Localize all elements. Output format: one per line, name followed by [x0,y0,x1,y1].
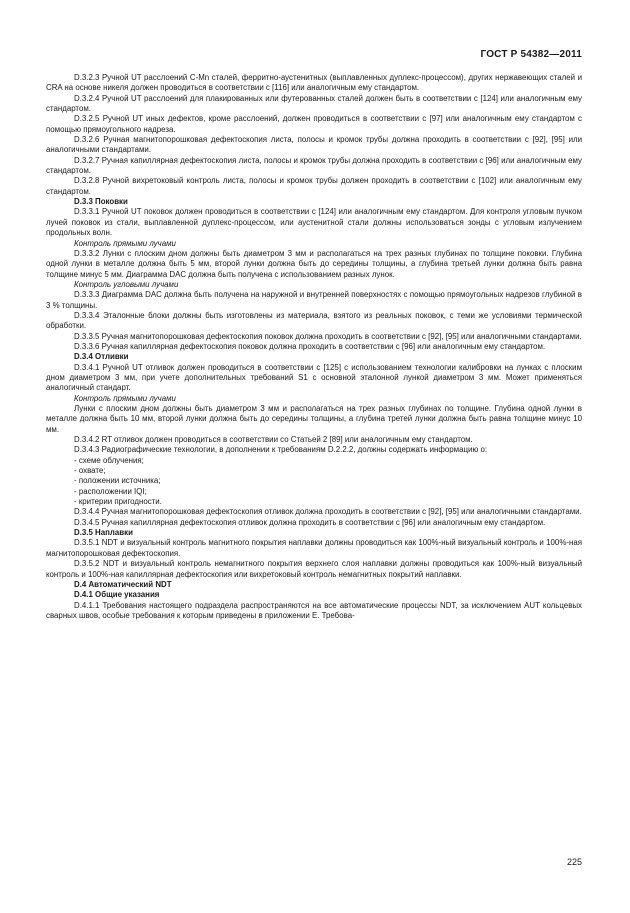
paragraph-flat-bottom-holes: Лунки с плоским дном должны быть диаметром 3 мм и располагаться на трех разных глубинах по толщине. Глубина одной лунки в металле должна быть 10 мм, второй лунки должна быть до середины толщины, а глубина третей лунки должна быть равна толщине минус 10 мм. [46,404,582,434]
paragraph-d3-2-5: D.3.2.5 Ручной UT иных дефектов, кроме расслоений, должен проводиться в соответствии с [97] или аналогичным ему стандартом с помощью прямоугольного надреза. [46,114,582,134]
heading-d3-3-forgings: D.3.3 Поковки [74,197,128,207]
paragraph-d3-3-2: D.3.3.2 Лунки с плоским дном должны быть диаметром 3 мм и располагаться на трех разных глубинах по толщине поковки. Глубина одной лунки в металле должна быть 5 мм, второй лунки должна быть до середины толщины, а глубина третьей лунки должна быть равна толщине минус 5 мм. Диаграмма DAC должна быть получена с использованием разных лунок. [46,248,582,279]
list-item: - критерии пригодности. [74,497,162,507]
paragraph-d3-4-5: D.3.4.5 Ручная капиллярная дефектоскопия отливок должна проходить в соответствии с [96] или аналогичным ему стандартом. [74,517,546,527]
paragraph-d3-4-4: D.3.4.4 Ручная магнитопорошковая дефектоскопия отливок должна проходить в соответствии с [92], [95] или аналогичными стандартами. [74,507,582,517]
paragraph-d4-1-1: D.4.1.1 Требования настоящего подраздела распространяются на все автоматические процессы NDT, за исключением AUT кольцевых сварных швов, особые требования к которым приведены в приложении Е. Требова- [46,600,582,620]
list-item: - положении источника; [74,476,161,486]
paragraph-d3-2-3: D.3.2.3 Ручной UT расслоений C-Mn сталей, ферритно-аустенитных (выплавленных дуплекс-процессом), других нержавеющих сталей и CRA на основе никеля должен проводиться в соответствии с [116] или аналогичным ему стандартом. [46,73,582,93]
heading-d3-4-castings: D.3.4 Отливки [74,352,129,362]
paragraph-d3-3-1: D.3.3.1 Ручной UT поковок должен проводиться в соответствии с [124] или аналогичным ему стандартом. Для контроля угловым пучком лучей поковок из стали, выплавленной дуплекс-процессом, или аустенитной стали должны использоваться зонды с угловым излучением продольных волн. [46,207,582,238]
heading-d3-5-overlays: D.3.5 Наплавки [74,528,133,538]
paragraph-d3-2-4: D.3.2.4 Ручной UT расслоений для плакированных или футерованных сталей должен быть в соответствии с [124] или аналогичным ему стандартом. [46,93,582,114]
subheading-angle-beam: Контроль угловыми лучами [74,279,179,289]
paragraph-d3-3-3: D.3.3.3 Диаграмма DAC должна быть получена на наружной и внутренней поверхностях с помощью прямоугольных надрезов глубиной в 3 % толщины. [46,290,582,310]
list-item: - расположении IQI; [74,486,147,496]
paragraph-d3-5-2: D.3.5.2 NDT и визуальный контроль немагнитного покрытия верхнего слоя наплавки должны проводиться как 100%-ный визуальный контроль и 100%-ная капиллярная дефектоскопия или вихретоковый контроль немагнитных покрытий наплавки. [46,559,582,579]
document-body [46,73,582,621]
page-number: 225 [566,857,582,867]
paragraph-d3-4-1: D.3.4.1 Ручной UT отливок должен проводиться в соответствии с [125] с использованием технологии калибровки на лунках с плоским дном диаметром 3 мм, при учете дополнительных требований S1 с основной эталонной лункой диаметром 3 мм. Может применяться аналогичный стандарт. [46,362,582,393]
paragraph-d3-5-1: D.3.5.1 NDT и визуальный контроль магнитного покрытия наплавки должны проводиться как 100%-ный визуальный контроль и 100%-ная магнитопорошковая дефектоскопия. [46,538,582,558]
paragraph-d3-2-6: D.3.2.6 Ручная магнитопорошковая дефектоскопия листа, полосы и кромок трубы должна проходить в соответствии с [92], [95] или аналогичными стандартами. [46,135,582,155]
heading-d4-automatic-ndt: D.4 Автоматический NDT [74,579,172,589]
paragraph-d3-3-6: D.3.3.6 Ручная капиллярная дефектоскопия поковок должна проходить в соответствии с [96] или аналогичным ему стандартом. [74,341,546,351]
paragraph-d3-3-5: D.3.3.5 Ручная магнитопорошковая дефектоскопия поковок должна проходить в соответствии с [92], [95] или аналогичными стандартами. [74,331,582,341]
paragraph-d3-3-4: D.3.3.4 Эталонные блоки должны быть изготовлены из материала, взятого из реальных поковок, с теми же условиями термической обработки. [46,310,582,331]
paragraph-d3-4-3: D.3.4.3 Радиографические технологии, в дополнении к требованиям D.2.2.2, должны содержать информацию о: [74,445,488,455]
paragraph-d3-4-2: D.3.4.2 RT отливок должен проводиться в соответствии со Статьей 2 [89] или аналогичным ему стандартом. [74,435,473,445]
list-item: - охвате; [74,466,106,476]
list-item: - схеме облучения; [74,455,144,465]
heading-d4-1-general: D.4.1 Общие указания [74,590,160,600]
paragraph-d3-2-8: D.3.2.8 Ручной вихретоковый контроль листа, полосы и кромок трубы должен проходить в соответствии с [102] или аналогичным ему стандартом. [46,176,582,196]
paragraph-d3-2-7: D.3.2.7 Ручная капиллярная дефектоскопия листа, полосы и кромок трубы должна проходить в соответствии с [96] или аналогичным ему стандартом. [46,155,582,176]
subheading-straight-beam: Контроль прямыми лучами [74,238,176,248]
document-standard-header: ГОСТ Р 54382—2011 [480,49,582,60]
subheading-straight-beam-castings: Контроль прямыми лучами [74,393,176,403]
